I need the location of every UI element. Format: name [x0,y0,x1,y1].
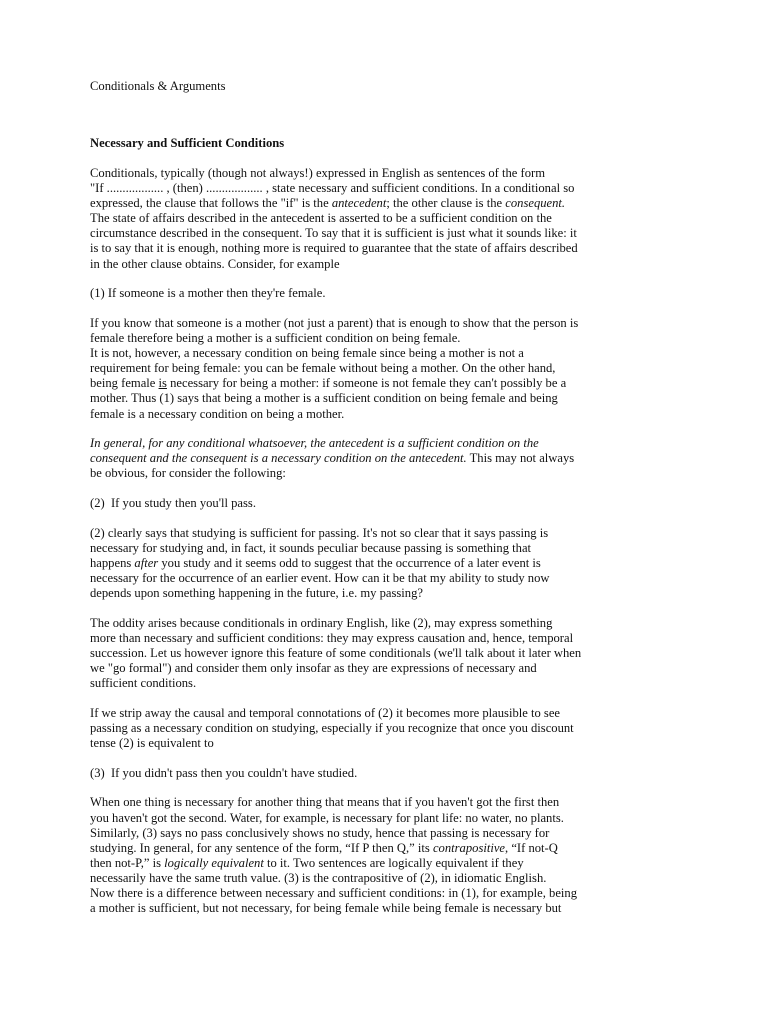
text-line: a mother is sufficient, but not necessary, for being female while being female is necessary but [90,901,562,916]
text-line: Similarly, (3) says no pass conclusively shows no study, hence that passing is necessary for [90,825,550,840]
emphasis-rule: consequent and the consequent is a necessary condition on the antecedent. [90,451,467,466]
text-line: mother. Thus (1) says that being a mother is a sufficient condition on being female and being [90,391,558,406]
text-line: be obvious, for consider the following: [90,466,286,481]
text-line: If we strip away the causal and temporal connotations of (2) it becomes more plausible to see [90,705,561,720]
text-line: we "go formal") and consider them only insofar as they are expressions of necessary and [90,661,537,676]
paragraph-contrapositive [90,795,680,916]
text-run: to it. Two sentences are logically equivalent if they [263,855,524,870]
text-line [90,436,680,451]
text-line: tense (2) is equivalent to [90,736,214,751]
paragraph-intro [90,166,680,272]
section-heading: Necessary and Sufficient Conditions [90,136,285,150]
emphasis-rule: In general, for any conditional whatsoever, the antecedent is a sufficient condition on the [90,436,539,451]
emphasis-antecedent: antecedent [331,196,387,211]
text-line [90,841,680,856]
underlined-is: is [158,376,167,391]
text-line: succession. Let us however ignore this feature of some conditionals (we'll talk about it later when [90,646,582,660]
text-line: requirement for being female: you can be female without being a mother. On the other hand, [90,361,556,376]
text-line: Now there is a difference between necessary and sufficient conditions: in (1), for example, being [90,886,578,900]
text-line: When one thing is necessary for another thing that means that if you haven't got the first then [90,795,560,810]
paragraph-study-pass [90,526,680,601]
text-run: , “If not-Q [505,840,558,855]
text-line: It is not, however, a necessary condition on being female since being a mother is not a [90,346,524,361]
example-2 [90,496,680,511]
paragraph-mother-example [90,316,680,422]
emphasis-consequent: consequent. [505,196,566,211]
text-line [90,376,680,391]
text-line: (3) If you didn't pass then you couldn't have studied. [90,765,358,780]
text-run: ; the other clause is the [386,196,506,211]
text-line: Conditionals, typically (though not always!) expressed in English as sentences of the form [90,166,546,180]
text-line: female is a necessary condition on being a mother. [90,406,345,421]
text-line [90,556,680,571]
text-line: passing as a necessary condition on studying, especially if you recognize that once you discount [90,720,574,735]
text-line: more than necessary and sufficient conditions: they may express causation and, hence, temporal [90,630,574,645]
text-line: (2) If you study then you'll pass. [90,496,256,511]
text-line: in the other clause obtains. Consider, for example [90,256,340,271]
text-line: The oddity arises because conditionals in ordinary English, like (2), may express something [90,615,553,630]
emphasis-after: after [134,555,159,570]
text-line: is to say that it is enough, nothing more is required to guarantee that the state of affairs described [90,241,578,256]
text-line: necessary for studying and, in fact, it sounds peculiar because passing is something that [90,540,532,555]
emphasis-logically-equivalent: logically equivalent [164,855,264,870]
text-line [90,856,680,871]
text-run: This may not always [466,451,575,466]
text-run: you study and it seems odd to suggest that the occurrence of a later event is [158,555,541,570]
paragraph-general-rule [90,436,680,481]
text-line: female therefore being a mother is a sufficient condition on being female. [90,331,461,346]
document-title: Conditionals & Arguments [90,79,226,93]
example-3 [90,766,680,781]
text-run: happens [90,555,135,570]
example-1 [90,286,680,301]
text-line [90,451,680,466]
text-line: (2) clearly says that studying is sufficient for passing. It's not so clear that it says passing is [90,525,549,540]
text-line: necessary for the occurrence of an earlier event. How can it be that my ability to study now [90,571,550,586]
text-run: being female [90,376,159,391]
text-run: necessary for being a mother: if someone is not female they can't possibly be a [166,376,567,391]
text-run: then not-P,” is [90,855,165,870]
text-line: The state of affairs described in the antecedent is asserted to be a sufficient condition on the [90,211,552,226]
emphasis-contrapositive: contrapositive [432,840,506,855]
paragraph-strip-away [90,706,680,751]
text-line: you haven't got the second. Water, for example, is necessary for plant life: no water, no plants. [90,810,564,825]
text-line: depends upon something happening in the future, i.e. my passing? [90,586,423,601]
text-line: circumstance described in the consequent. To say that it is sufficient is just what it sounds like: it [90,226,577,241]
text-line: (1) If someone is a mother then they're female. [90,286,326,301]
text-line: If you know that someone is a mother (not just a parent) that is enough to show that the person is [90,315,579,330]
text-run: expressed, the clause that follows the "if" is the [90,196,332,211]
text-line: sufficient conditions. [90,676,197,691]
text-run: studying. In general, for any sentence of the form, “If P then Q,” its [90,840,433,855]
paragraph-oddity [90,616,680,691]
text-line: "If .................. , (then) .................. , state necessary and sufficient conditions. In a conditional so [90,181,575,196]
text-line [90,196,680,211]
text-line: necessarily have the same truth value. (3) is the contrapositive of (2), in idiomatic English. [90,870,547,885]
document-body [90,166,680,916]
